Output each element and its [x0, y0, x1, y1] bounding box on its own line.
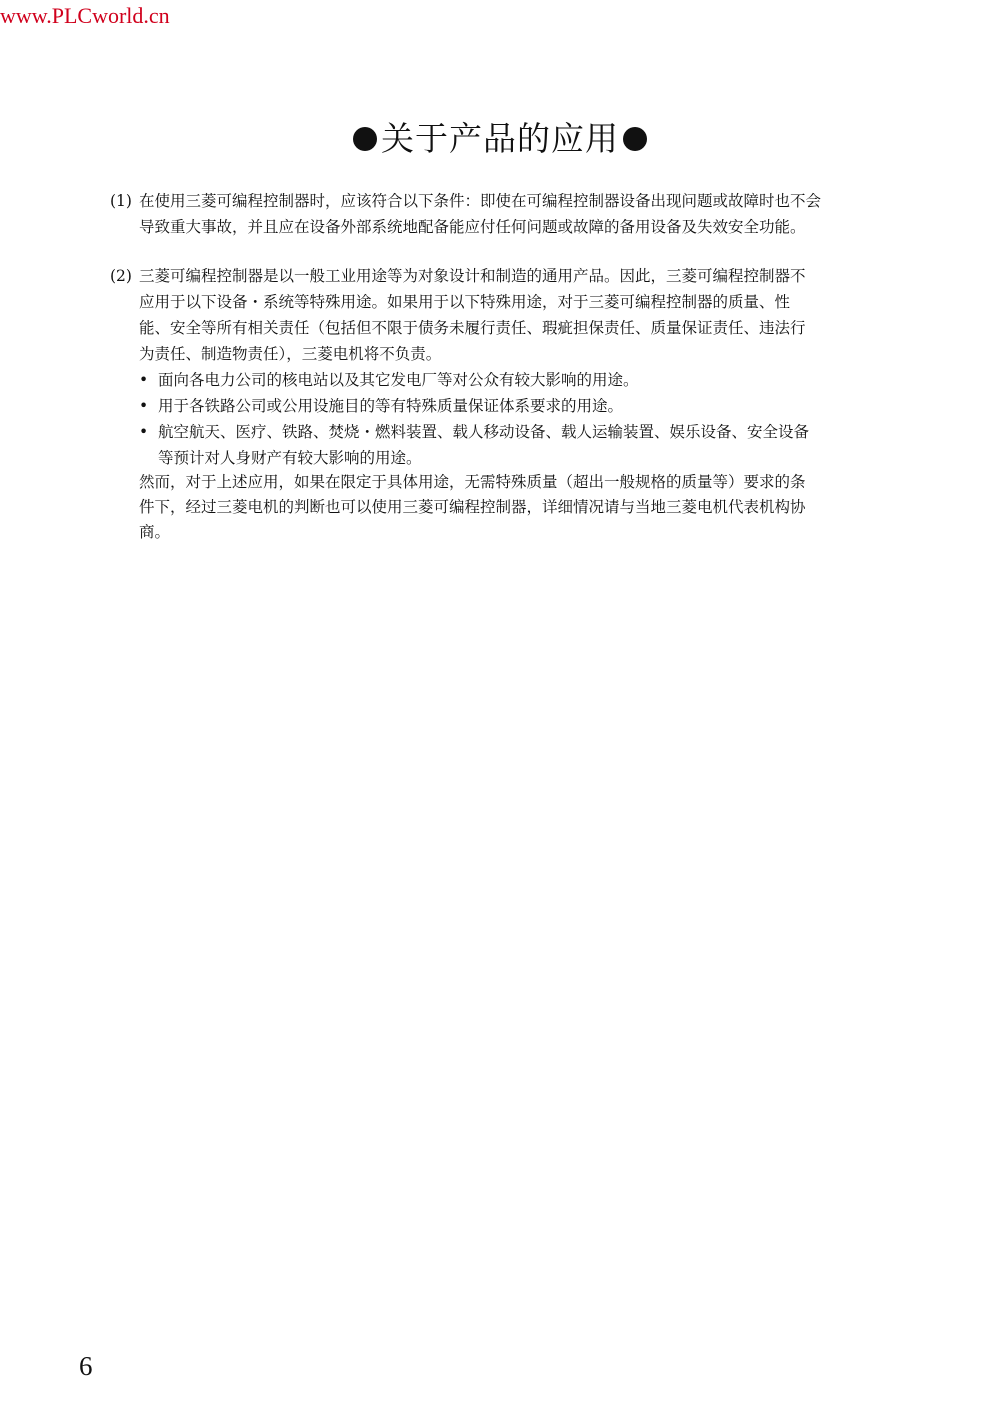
- list-item: 用于各铁路公司或公用设施目的等有特殊质量保证体系要求的用途。: [158, 397, 624, 415]
- closing-line-3: 商。: [139, 523, 171, 541]
- page-number: 6: [79, 1351, 93, 1381]
- watermark-url: www.PLCworld.cn: [0, 3, 170, 28]
- black-circle-icon: [623, 127, 647, 151]
- section-2-line-4: 为责任、制造物责任），三菱电机将不负责。: [139, 345, 442, 363]
- section-2-line-1: 三菱可编程控制器是以一般工业用途等为对象设计和制造的通用产品。因此，三菱可编程控制器不: [139, 267, 806, 285]
- section-2-number: (2): [110, 267, 132, 285]
- list-item: 航空航天、医疗、铁路、焚烧・燃料装置、载人移动设备、载人运输装置、娱乐设备、安全设备: [158, 423, 810, 441]
- closing-line-1: 然而，对于上述应用，如果在限定于具体用途，无需特殊质量（超出一般规格的质量等）要求的条: [139, 473, 806, 491]
- section-1-number: (1): [110, 192, 132, 210]
- list-item: 面向各电力公司的核电站以及其它发电厂等对公众有较大影响的用途。: [158, 371, 639, 389]
- page-title-text: 关于产品的应用: [381, 119, 619, 158]
- list-item-continuation: 等预计对人身财产有较大影响的用途。: [158, 449, 422, 467]
- closing-line-2: 件下，经过三菱电机的判断也可以使用三菱可编程控制器，详细情况请与当地三菱电机代表机构协: [139, 498, 806, 516]
- section-2-line-3: 能、安全等所有相关责任（包括但不限于债务未履行责任、瑕疵担保责任、质量保证责任、违法行: [139, 319, 806, 337]
- bullet-icon: •: [139, 371, 149, 389]
- page-title: [0, 118, 1000, 160]
- bullet-icon: •: [139, 397, 149, 415]
- bullet-icon: •: [139, 423, 149, 441]
- black-circle-icon: [353, 127, 377, 151]
- section-1-line-2: 导致重大事故，并且应在设备外部系统地配备能应付任何问题或故障的备用设备及失效安全功能。: [139, 218, 806, 236]
- section-1-line-1: 在使用三菱可编程控制器时，应该符合以下条件：即使在可编程控制器设备出现问题或故障时也不会: [139, 192, 822, 210]
- section-2-line-2: 应用于以下设备・系统等特殊用途。如果用于以下特殊用途，对于三菱可编程控制器的质量、性: [139, 293, 791, 311]
